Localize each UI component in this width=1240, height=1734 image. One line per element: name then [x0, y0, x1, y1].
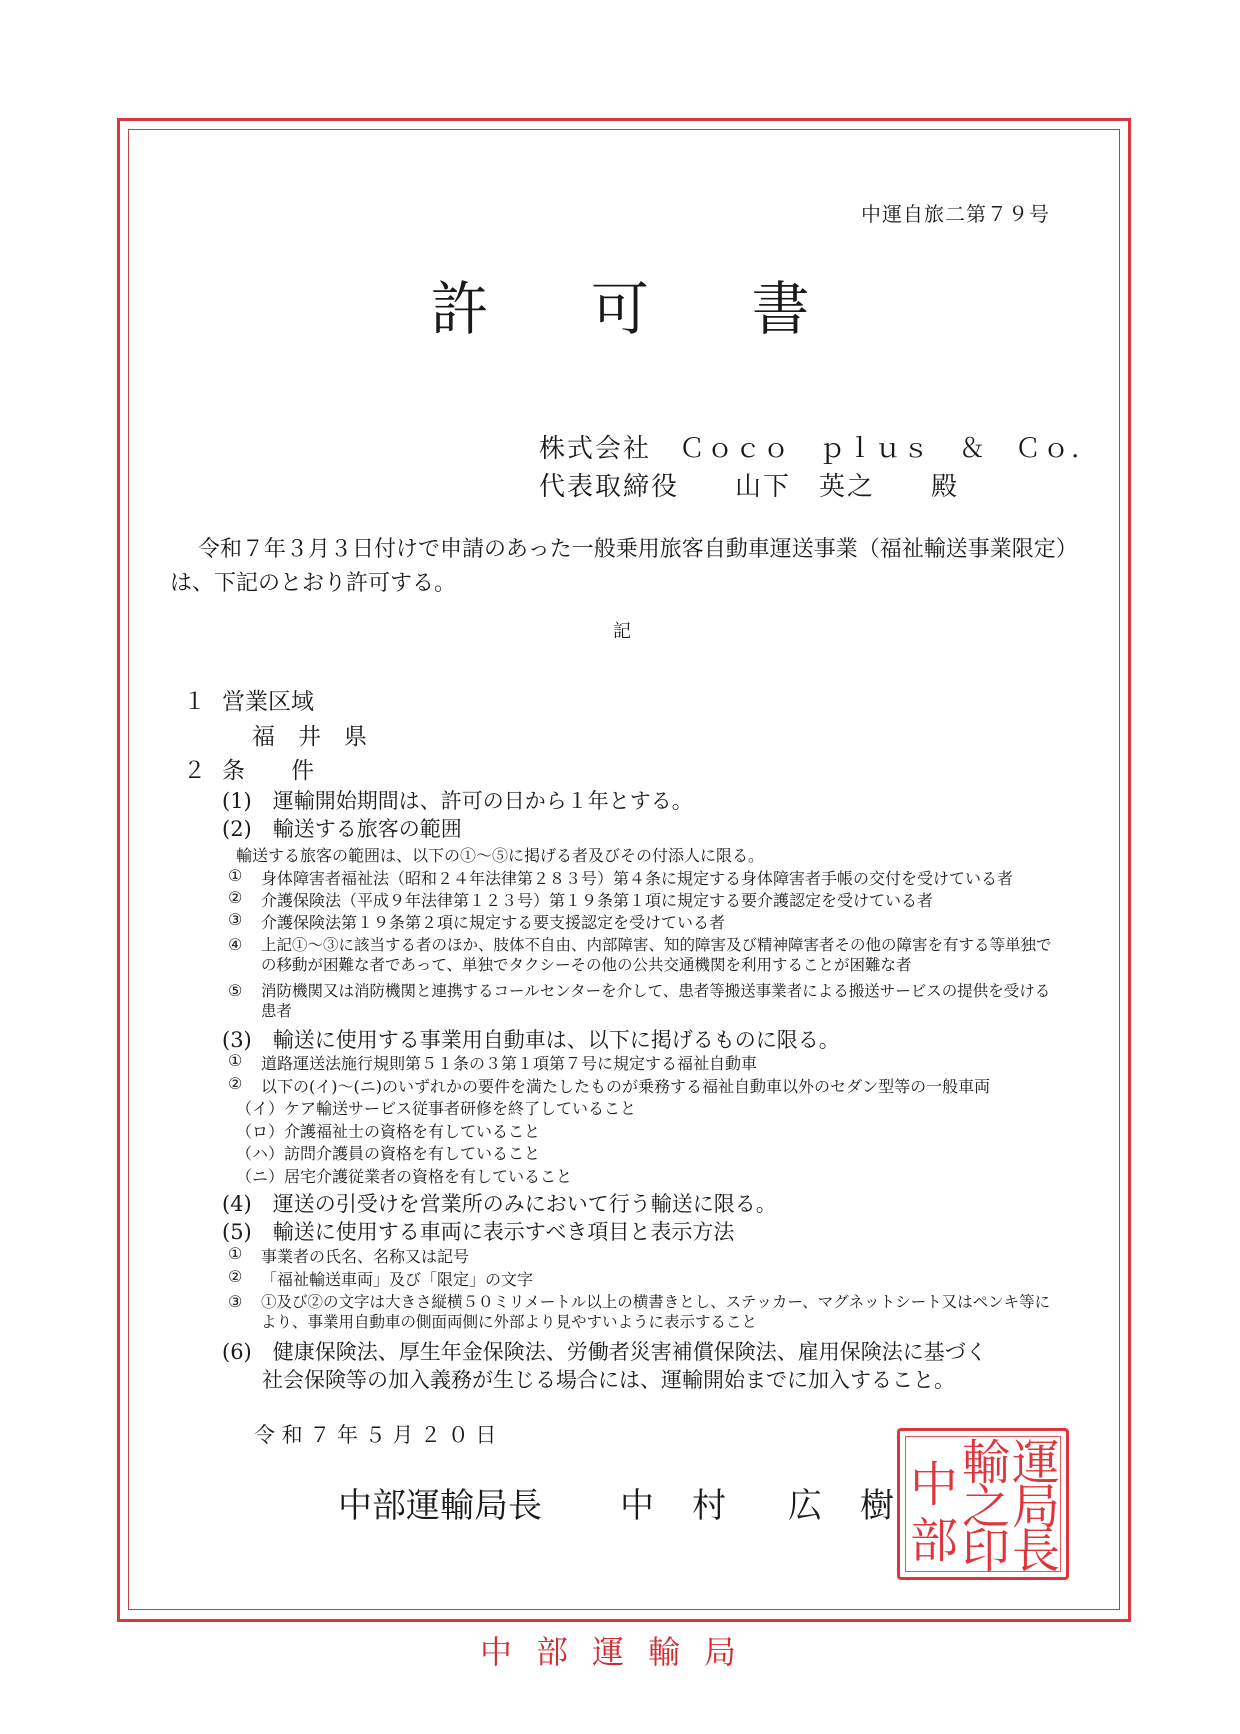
intro-text: 令和７年３月３日付けで申請のあった一般乗用旅客自動車運送事業（福祉輸送事業限定）は、下記のとおり許可する。: [170, 537, 1067, 596]
list-item: ①及び②の文字は大きさ縦横５０ミリメートル以上の横書きとし、ステッカー、マグネットシート又はペンキ等により、事業用自動車の側面両側に外部より見やすいように表示すること: [261, 1293, 1051, 1331]
list-mark: ①: [228, 1244, 243, 1263]
seal-char: 部: [909, 1513, 958, 1569]
condition-4: (4) 運送の引受けを営業所のみにおいて行う輸送に限る。: [222, 1192, 777, 1216]
seal-char: 印: [961, 1523, 1010, 1579]
title-char: 許: [430, 275, 489, 343]
condition-6-line1: (6) 健康保険法、厚生年金保険法、労働者災害補償保険法、雇用保険法に基づく: [222, 1340, 987, 1364]
seal-char: 長: [1011, 1523, 1060, 1579]
section2-heading: 条 件: [222, 758, 314, 784]
document-title: [0, 262, 1240, 346]
list-item: 消防機関又は消防機関と連携するコールセンターを介して、患者等搬送事業者による搬送サービスの提供を受ける患者: [261, 982, 1051, 1020]
list-mark: ③: [228, 1292, 243, 1311]
issuer-name-char: 広: [788, 1486, 822, 1526]
sub-requirement: （ニ）居宅介護従業者の資格を有していること: [236, 1167, 573, 1186]
issuer-title: 中部運輸局長: [338, 1486, 542, 1526]
section1-heading: 営業区域: [222, 689, 314, 715]
ki-heading: 記: [613, 621, 631, 642]
recipient-representative: 代表取締役 山下 英之 殿: [539, 472, 960, 502]
official-seal: [897, 1428, 1069, 1580]
sub-requirement: （ロ）介護福祉士の資格を有していること: [236, 1122, 541, 1141]
section1-number: １: [183, 689, 206, 715]
list-item: 介護保険法第１９条第２項に規定する要支援認定を受けている者: [261, 913, 726, 932]
section1-value: 福 井 県: [252, 724, 367, 750]
list-mark: ②: [228, 1267, 243, 1286]
condition-2: (2) 輸送する旅客の範囲: [222, 817, 462, 841]
condition-6-line2: 社会保険等の加入義務が生じる場合には、運輸開始までに加入すること。: [262, 1368, 955, 1392]
sub-requirement: （ハ）訪問介護員の資格を有していること: [236, 1144, 541, 1163]
issuer-name-char: 中: [620, 1486, 654, 1526]
issuer-name-char: 村: [692, 1486, 726, 1526]
list-item: 道路運送法施行規則第５１条の３第１項第７号に規定する福祉自動車: [261, 1054, 758, 1073]
list-item: 上記①～③に該当する者のほか、肢体不自由、内部障害、知的障害及び精神障害者その他の障害を有する等単独での移動が困難な者であって、単独でタクシーその他の公共交通機関を利用することが困難な者: [261, 936, 1052, 974]
list-mark: ⑤: [228, 981, 243, 1000]
condition-3: (3) 輸送に使用する事業用自動車は、以下に掲げるものに限る。: [222, 1028, 840, 1052]
seal-char: 運: [1011, 1435, 1060, 1491]
list-mark: ③: [228, 910, 243, 929]
list-mark: ②: [228, 888, 243, 907]
condition-1: (1) 運輸開始期間は、許可の日から１年とする。: [222, 789, 693, 813]
list-mark: ④: [228, 935, 243, 954]
section2-number: ２: [183, 758, 206, 784]
list-mark: ②: [228, 1074, 243, 1093]
issuer-name-char: 樹: [860, 1486, 894, 1526]
sub-requirement: （イ）ケア輸送サービス従事者研修を終了していること: [236, 1099, 637, 1118]
issuer-name: [620, 1478, 894, 1527]
seal-char: 局: [1011, 1479, 1060, 1535]
title-char: 書: [751, 275, 810, 343]
title-char: 可: [590, 275, 649, 343]
list-item: 事業者の氏名、名称又は記号: [261, 1247, 470, 1266]
list-mark: ①: [228, 1051, 243, 1070]
seal-char: 之: [961, 1479, 1010, 1535]
list-item: 介護保険法（平成９年法律第１２３号）第１９条第１項に規定する要介護認定を受けている者: [261, 891, 934, 910]
seal-char: 中: [909, 1457, 958, 1513]
footer-issuing-office: 中部運輸局: [479, 1633, 760, 1671]
list-item: 以下の(イ)～(ニ)のいずれかの要件を満たしたものが乗務する福祉自動車以外のセダン型等の一般車両: [261, 1077, 991, 1096]
seal-char: 輸: [961, 1435, 1010, 1491]
recipient-company: 株式会社 Ｃｏｃｏ ｐｌｕｓ ＆ Ｃｏ.: [539, 434, 1082, 464]
document-number: 中運自旅二第７９号: [861, 202, 1050, 226]
list-item: 「福祉輸送車両」及び「限定」の文字: [261, 1270, 534, 1289]
list-mark: ①: [228, 866, 243, 885]
issue-date: 令 和 ７ 年 ５ 月 ２ ０ 日: [254, 1423, 497, 1447]
condition-2-intro: 輸送する旅客の範囲は、以下の①～⑤に掲げる者及びその付添人に限る。: [236, 846, 765, 865]
list-item: 身体障害者福祉法（昭和２４年法律第２８３号）第４条に規定する身体障害者手帳の交付を受けている者: [261, 869, 1014, 888]
condition-5: (5) 輸送に使用する車両に表示すべき項目と表示方法: [222, 1220, 735, 1244]
